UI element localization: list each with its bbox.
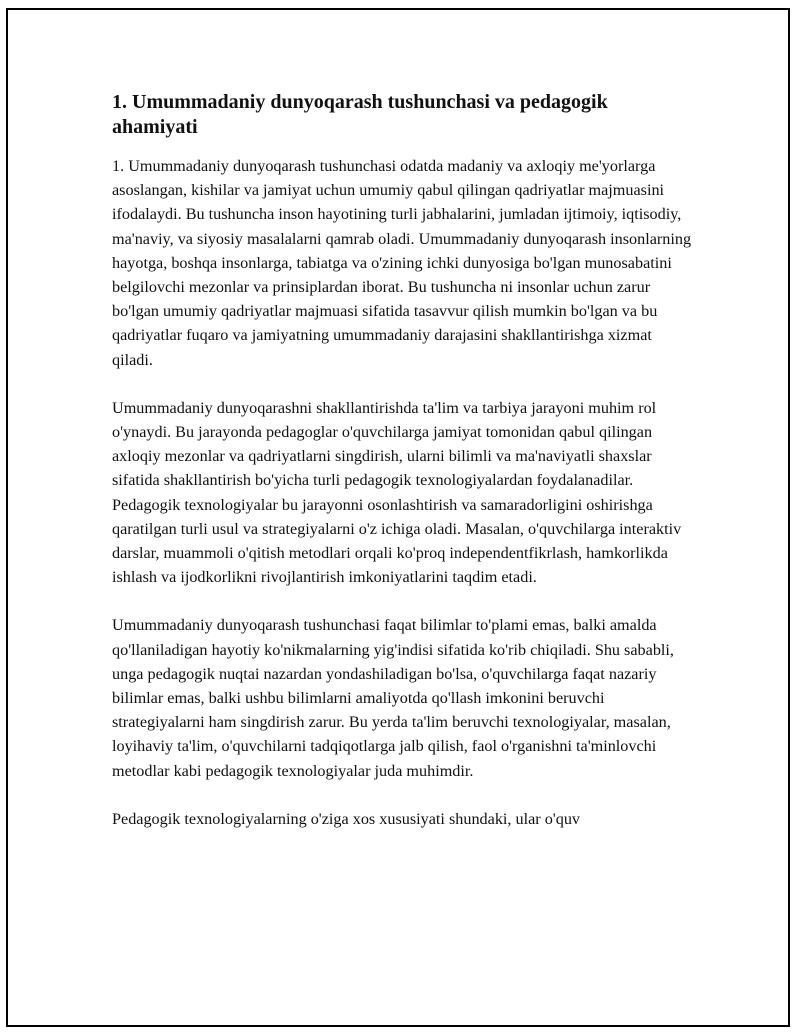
paragraph-2: Umummadaniy dunyoqarashni shakllantirishda ta'lim va tarbiya jarayoni muhim rol o'ynaydi. Bu jarayonda pedagoglar o'quvchilarga jamiyat tomonidan qabul qilingan axloqiy mezonlar va qadriyatlarni singdirish, ularni bilimli va ma'naviyatli shaxslar sifatida shakllantirish bo'yicha turli pedagogik texnologiyalardan foydalanadilar. Pedagogik texnologiyalar bu jarayonni osonlashtirish va samaradorligini oshirishga qaratilgan turli usul va strategiyalarni o'z ichiga oladi. Masalan, o'quvchilarga interaktiv darslar, muammoli o'qitish metodlari orqali ko'proq independentfikrlash, hamkorlikda ishlash va ijodkorlikni rivojlantirish imkoniyatlarini taqdim etadi. (112, 398, 682, 587)
paragraph-1: 1. Umummadaniy dunyoqarash tushunchasi odatda madaniy va axloqiy me'yorlarga asoslangan, kishilar va jamiyat uchun umumiy qabul qilingan qadriyatlar majmuasini ifodalaydi. Bu tushuncha inson hayotining turli jabhalarini, jumladan ijtimoiy, iqtisodiy, ma'naviy, va siyosiy masalalarni qamrab oladi. Umummadaniy dunyoqarash insonlarning hayotga, boshqa insonlarga, tabiatga va o'zining ichki dunyosiga bo'lgan munosabatini belgilovchi mezonlar va prinsiplardan iborat. Bu tushuncha ni insonlar uchun zarur bo'lgan umumiy qadriyatlar majmuasi sifatida tasavvur qilish mumkin bo'lgan va bu qadriyatlar fuqaro va jamiyatning umummadaniy darajasini shakllantirishga xizmat qiladi. (112, 157, 692, 369)
section-heading: 1. Umummadaniy dunyoqarash tushunchasi va pedagogik ahamiyati (112, 91, 608, 138)
paragraph-4: Pedagogik texnologiyalarning o'ziga xos xususiyati shundaki, ular o'quv (112, 809, 581, 828)
document-body (112, 90, 692, 855)
paragraph-3: Umummadaniy dunyoqarash tushunchasi faqat bilimlar to'plami emas, balki amalda qo'llaniladigan hayotiy ko'nikmalarning yig'indisi sifatida ko'rib chiqiladi. Shu sababli, unga pedagogik nuqtai nazardan yondashiladigan bo'lsa, o'quvchilarga faqat nazariy bilimlar emas, balki ushbu bilimlarni amaliyotda qo'llash imkonini beruvchi strategiyalarni ham singdirish zarur. Bu yerda ta'lim beruvchi texnologiyalar, masalan, loyihaviy ta'lim, o'quvchilarni tadqiqotlarga jalb qilish, faol o'rganishni ta'minlovchi metodlar kabi pedagogik texnologiyalar juda muhimdir. (112, 616, 674, 780)
